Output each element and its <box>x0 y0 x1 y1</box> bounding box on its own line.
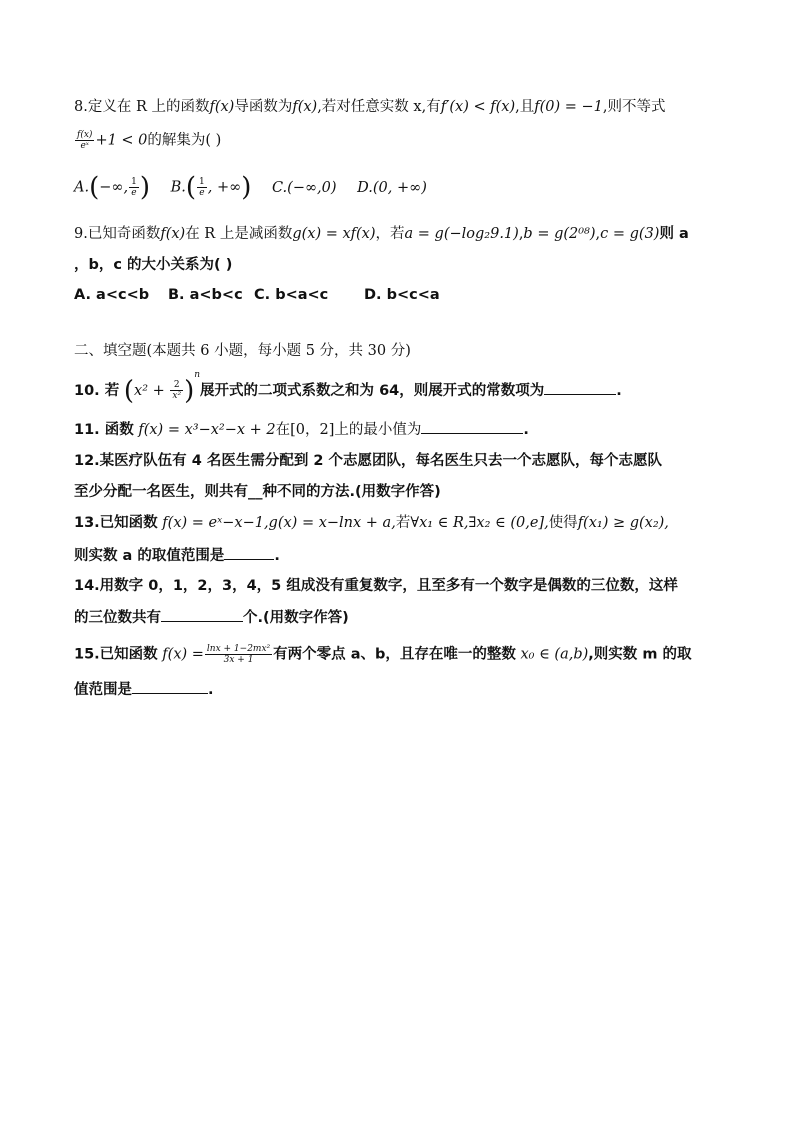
q8-option-a <box>74 172 150 203</box>
section-heading: 二、填空题(本题共 6 小题，每小题 5 分，共 30 分) <box>74 343 411 359</box>
q10-number: 10. 若 <box>74 382 120 399</box>
q11-expr: f(x) = x³−x²−x + 2 <box>138 422 276 438</box>
frac-den: x² <box>172 391 182 402</box>
q9-line2: ，b，c 的大小关系为( ) <box>74 257 233 273</box>
q9-b-def: b = g(2⁰⁸) <box>523 226 596 242</box>
frac <box>197 177 207 198</box>
q9-option-a: A. a<c<b <box>74 287 150 303</box>
q15-text: 15.已知函数 <box>74 646 158 663</box>
frac-den: 3x + 1 <box>223 655 254 665</box>
q10-answer-blank[interactable] <box>544 380 616 395</box>
q15-text: 有两个零点 a、b，且存在唯一的整数 <box>273 646 516 663</box>
q13-text: 13.已知函数 <box>74 515 158 531</box>
q8-fx: f(x) <box>209 99 235 115</box>
q8-option-d: D.(0, +∞) <box>357 179 427 196</box>
q9-gx: g(x) = xf(x) <box>292 226 376 242</box>
q14-line1: 14.用数字 0，1，2，3，4，5 组成没有重复数字，且至多有一个数字是偶数的三位数，这样 <box>74 578 678 594</box>
q8-fraction <box>75 130 94 151</box>
frac <box>170 380 183 401</box>
q12-line1: 12.某医疗队伍有 4 名医生需分配到 2 个志愿团队，每名医生只去一个志愿队，每个志愿队 <box>74 453 663 469</box>
q8-initial: f(0) = −1 <box>534 99 603 115</box>
paren: ) <box>139 172 150 203</box>
q15-fraction <box>205 644 272 665</box>
q8-inequality: +1 < 0 <box>95 132 148 149</box>
frac-num: 1 <box>199 177 205 187</box>
q11-line <box>74 419 529 440</box>
opt-label: A. <box>74 179 90 196</box>
q9-option-d: D. b<c<a <box>364 287 440 303</box>
paren: ) <box>184 375 195 406</box>
q10-text: 展开式的二项式系数之和为 64，则展开式的常数项为 <box>200 382 545 399</box>
q13-line1 <box>74 513 669 533</box>
q15-line2 <box>74 679 214 700</box>
opt-expr: −∞, <box>99 179 129 196</box>
frac-den: eˣ <box>80 141 89 151</box>
frac-num: 1 <box>131 177 137 187</box>
period: . <box>274 548 280 564</box>
q9-c-def: c = g(3) <box>600 226 660 242</box>
q8-text: 的解集为( ) <box>147 132 222 149</box>
q9-line1: 9.已知奇函数f(x)在 R 上是减函数g(x) = xf(x)，若a = g(−log₂9.1),b = g(2⁰⁸),c = g(3)则 a <box>74 226 689 242</box>
period: . <box>523 422 529 438</box>
q10-line <box>74 370 622 406</box>
q13-inequality: f(x₁) ≥ g(x₂), <box>577 515 669 531</box>
q9-option-c: C. b<a<c <box>254 287 329 303</box>
q9-option-b: B. a<b<c <box>168 287 243 303</box>
q14-text: 个.(用数字作答) <box>243 610 349 626</box>
frac-den: e <box>199 188 205 198</box>
q13-text: 则实数 a 的取值范围是 <box>74 548 225 564</box>
q9-fx: f(x) <box>160 226 186 242</box>
paren: ( <box>89 172 100 203</box>
q9-text: ，若 <box>375 226 405 242</box>
q11-answer-blank[interactable] <box>421 419 523 434</box>
q10-base: x² + <box>134 382 170 399</box>
q11-text: 11. 函数 <box>74 422 134 438</box>
q12-line2: 至少分配一名医生，则共有__种不同的方法.(用数字作答) <box>74 484 441 500</box>
frac-den: e <box>131 188 137 198</box>
q10-exponent: n <box>194 370 201 380</box>
q8-condition: f′(x) < f(x) <box>440 99 516 115</box>
q9-options <box>74 285 440 305</box>
q13-answer-blank[interactable] <box>224 545 274 560</box>
q15-line1 <box>74 644 692 665</box>
paren: ( <box>185 172 197 203</box>
q9-text: 9.已知奇函数 <box>74 226 161 242</box>
q14-text: 的三位数共有 <box>74 610 161 626</box>
paren: ) <box>241 172 252 203</box>
q9-text: 则 a <box>659 226 689 242</box>
q8-line1 <box>74 97 665 117</box>
q13-text: 使得 <box>548 515 578 531</box>
q8-text: ,则不等式 <box>602 99 666 115</box>
q8-line2 <box>74 130 221 151</box>
q13-line2 <box>74 545 280 566</box>
q8-text: ,若对任意实数 x,有 <box>317 99 441 115</box>
q15-answer-blank[interactable] <box>132 679 208 694</box>
frac-num: f(x) <box>77 130 93 140</box>
q8-option-c: C.(−∞,0) <box>271 179 337 196</box>
q15-text: ,则实数 m 的取 <box>588 646 692 663</box>
q8-options <box>74 172 443 203</box>
q8-option-b <box>170 172 252 203</box>
frac-num: 2 <box>170 380 183 391</box>
q13-condition: ∀x₁ ∈ R,∃x₂ ∈ (0,e], <box>410 515 549 531</box>
q8-text: ,且 <box>515 99 535 115</box>
q11-text: 在[0，2]上的最小值为 <box>275 422 422 438</box>
frac <box>129 177 139 198</box>
q9-a-def: a = g(−log₂9.1) <box>404 226 519 242</box>
paren: ( <box>123 375 135 406</box>
q8-fx: f(x) <box>292 99 318 115</box>
q15-lhs: f(x) = <box>162 646 204 663</box>
q8-text: 8.定义在 R 上的函数 <box>74 99 210 115</box>
q13-text: 若 <box>395 515 411 531</box>
q9-text: 在 R 上是减函数 <box>185 226 293 242</box>
opt-expr: , +∞ <box>207 179 242 196</box>
q14-answer-blank[interactable] <box>161 607 243 622</box>
period: . <box>616 382 622 399</box>
q14-line2 <box>74 607 349 628</box>
opt-label: B. <box>170 179 186 196</box>
q15-x0: x₀ ∈ (a,b) <box>520 646 589 663</box>
q15-text: 值范围是 <box>74 682 132 698</box>
q8-text: 导函数为 <box>234 99 293 115</box>
q13-functions: f(x) = eˣ−x−1,g(x) = x−lnx + a, <box>162 515 396 531</box>
frac-num: lnx + 1−2mx² <box>206 644 271 654</box>
period: . <box>208 682 214 698</box>
